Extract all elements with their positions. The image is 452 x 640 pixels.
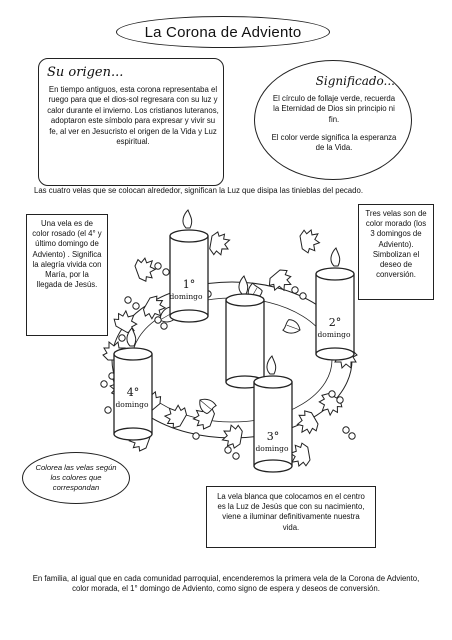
- intro-text: Las cuatro velas que se colocan alrededor, significan la Luz que disipa las tinieblas del pecado.: [34, 186, 363, 195]
- origin-heading: Su origen...: [47, 65, 124, 80]
- candle-4-label: domingo: [115, 400, 149, 409]
- candle-3-label: domingo: [255, 444, 289, 453]
- page-title: La Corona de Adviento: [116, 16, 330, 48]
- meaning-text-green: El color verde significa la esperanza de la Vida.: [271, 133, 397, 153]
- color-instruction-oval: [22, 452, 130, 504]
- candle-2-number: 2°: [328, 316, 342, 329]
- meaning-text-circle: El círculo de follaje verde, recuerda la Eternidad de Dios sin principio ni fin.: [272, 94, 396, 124]
- pink-candle-text: Una vela es de color rosado (el 4° y último domingo de Adviento) . Significa la alegría vivida con María, por la llegada de Jesús.: [32, 219, 102, 290]
- purple-candle-note: [358, 204, 434, 300]
- meaning-heading: Significado...: [315, 74, 395, 88]
- pink-candle-note: [26, 214, 108, 336]
- candle-2-label: domingo: [317, 330, 351, 339]
- candle-3-number: 3°: [266, 430, 280, 443]
- candle-1: [170, 210, 208, 322]
- color-instruction-text: Colorea las velas según los colores que correspondan: [35, 463, 117, 492]
- candle-4-number: 4°: [126, 386, 140, 399]
- white-candle-note: [206, 486, 376, 548]
- candle-4: [114, 328, 152, 440]
- white-candle-text: La vela blanca que colocamos en el centro es la Luz de Jesús que con su nacimiento, viene a iluminar definitivamente nuestra vida.: [217, 492, 365, 532]
- candle-1-label: domingo: [169, 292, 203, 301]
- purple-candle-text: Tres velas son de color morado (los 3 domingos de Adviento). Simbolizan el deseo de conversión.: [365, 209, 427, 280]
- footer-text: En familia, al igual que en cada comunidad parroquial, encenderemos la primera vela de la Corona de Adviento, color morada, el 1° domingo de Adviento, como signo de espera y deseos de conversión.: [32, 574, 420, 594]
- candle-2: [316, 248, 354, 360]
- candle-1-number: 1°: [182, 278, 196, 291]
- origin-text: En tiempo antiguos, esta corona representaba el ruego para que el dios-sol regresara con su luz y calor durante el invierno. Los cristianos luteranos, adoptaron este símbolo para expresar y vivir su fe, al ver en Jesucristo el origen de la Vida y Luz espiritual.: [47, 85, 219, 147]
